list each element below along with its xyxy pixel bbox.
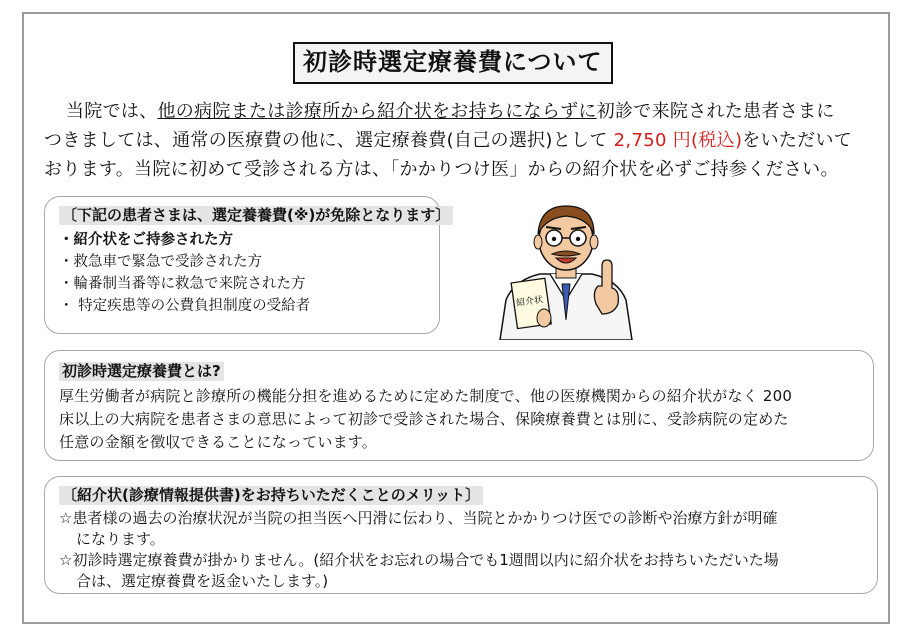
merit-item: ☆患者様の過去の治療状況が当院の担当医へ円滑に伝わり、当院とかかりつけ医での診断や治療方針が明確 — [59, 509, 778, 527]
letter-label: 紹介状 — [515, 295, 544, 309]
merit-item-cont: 合は、選定療養費を返金いたします。) — [76, 572, 329, 590]
list-item: ・救急車で緊急で受診された方 — [59, 254, 262, 270]
exemption-list — [59, 229, 439, 317]
list-item: ・輪番制当番等に救急で来院された方 — [59, 276, 306, 292]
intro-tail: 初診で来院された患者さまに — [596, 101, 835, 122]
exemption-heading: 〔下記の患者さまは、選定養養費(※)が免除となります〕 — [59, 206, 453, 225]
merit-box — [44, 476, 878, 594]
about-text — [59, 385, 861, 454]
list-item: ・ 特定疾患等の公費負担制度の受給者 — [59, 298, 311, 314]
merit-item: ☆初診時選定療養費が掛かりません。(紹介状をお忘れの場合でも1週間以内に紹介状をお持ちいただいた場 — [59, 551, 779, 569]
list-item: ・紹介状をご持参された方 — [59, 232, 233, 248]
intro-underlined: 他の病院または診療所から紹介状をお持ちにならずに — [157, 101, 597, 122]
about-line: 厚生労働者が病院と診療所の機能分担を進めるために定めた制度で、他の医療機関からの紹介状がなく 200 — [59, 387, 793, 405]
doctor-illustration — [492, 200, 640, 340]
page-title: 初診時選定療養費について — [293, 42, 613, 84]
intro-paragraph — [44, 97, 880, 184]
price-text: 2,750 円(税込) — [613, 130, 743, 151]
intro-lead: 当院では、 — [66, 101, 158, 122]
about-box — [44, 350, 874, 461]
intro-line2-tail: をいただいて — [742, 130, 853, 151]
merit-item-cont: になります。 — [76, 530, 165, 548]
about-line: 床以上の大病院を患者さまの意思によって初診で受診された場合、保険療養費とは別に、受診病院の定めた — [59, 410, 789, 428]
about-heading: 初診時選定療養費とは? — [59, 362, 224, 381]
exemption-box — [44, 196, 451, 334]
merit-heading: 〔紹介状(診療情報提供書)をお持ちいただくことのメリット〕 — [59, 486, 483, 505]
intro-line3: おります。当院に初めて受診される方は、「かかりつけ医」からの紹介状を必ずご持参ください。 — [44, 159, 839, 180]
about-line: 任意の金額を徴収できることになっています。 — [59, 433, 378, 451]
intro-line2: つきましては、通常の医療費の他に、選定療養費(自己の選択)として — [44, 130, 614, 151]
